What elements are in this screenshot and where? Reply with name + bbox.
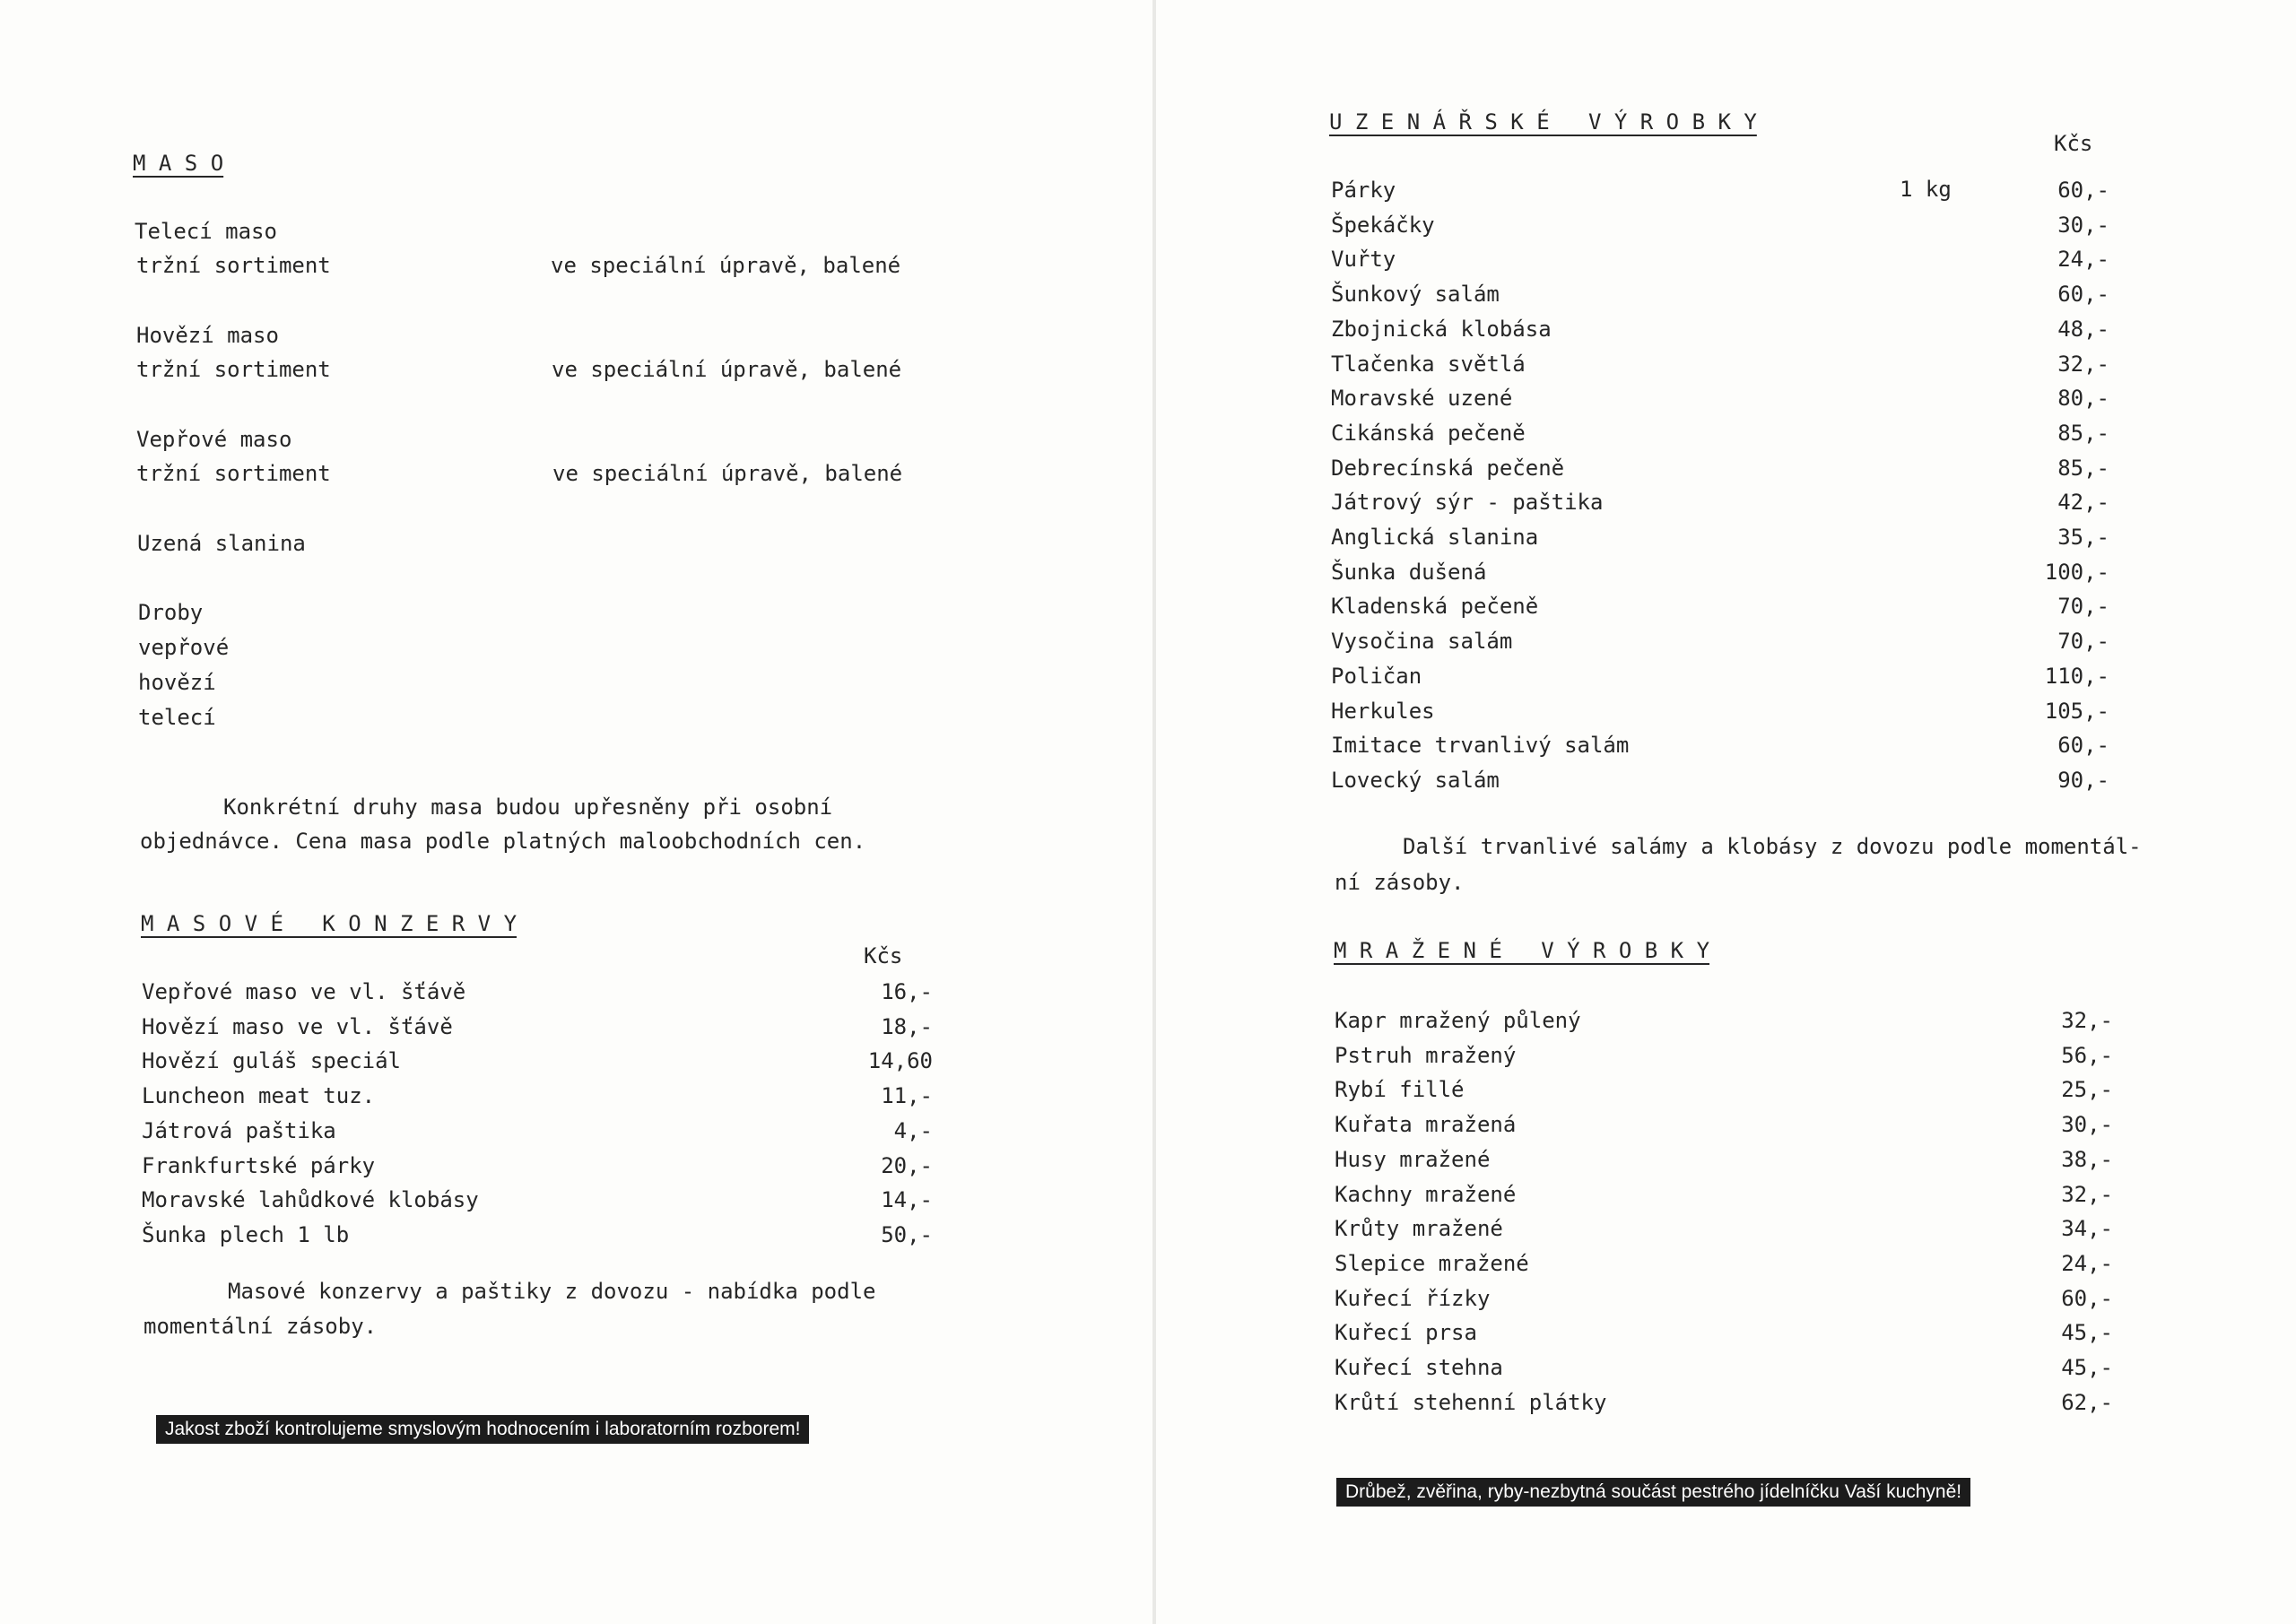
- maso-droby-line: Droby: [138, 600, 204, 625]
- mrazene-item-price: 30,-: [2061, 1112, 2113, 1137]
- maso-group-subtitle: tržní sortiment: [136, 461, 331, 486]
- uzenarske-item-price: 85,-: [2057, 456, 2109, 481]
- uzenarske-item-name: Šunka dušená: [1331, 560, 1487, 585]
- uzenarske-item-price: 42,-: [2057, 490, 2109, 515]
- uzenarske-item-price: 30,-: [2057, 213, 2109, 238]
- uzenarske-item-price: 60,-: [2057, 178, 2109, 203]
- page-fold: [1152, 0, 1156, 1624]
- uzenarske-item-name: Zbojnická klobása: [1331, 317, 1552, 342]
- uzenarske-item-price: 24,-: [2057, 247, 2109, 272]
- uzenarske-item-price: 85,-: [2057, 421, 2109, 446]
- uzenarske-item-name: Moravské uzené: [1331, 386, 1513, 411]
- uzenarske-item-name: Šunkový salám: [1331, 282, 1500, 307]
- maso-droby-line: telecí: [138, 705, 216, 730]
- mrazene-item-price: 62,-: [2061, 1390, 2113, 1415]
- maso-group-note: ve speciální úpravě, balené: [552, 461, 903, 486]
- konzervy-item-name: Vepřové maso ve vl. šťávě: [142, 979, 466, 1004]
- mrazene-item-name: Kapr mražený půlený: [1335, 1008, 1581, 1033]
- uzenarske-item-name: Anglická slanina: [1331, 525, 1539, 550]
- uzenarske-item-name: Vuřty: [1331, 247, 1396, 272]
- maso-droby-line: vepřové: [138, 635, 230, 660]
- maso-group-title: Hovězí maso: [136, 323, 279, 348]
- uzenarske-item-price: 110,-: [2044, 664, 2109, 689]
- maso-heading: M A S O: [133, 151, 224, 176]
- uzenarske-item-price: 70,-: [2057, 594, 2109, 619]
- uzenarske-item-name: Játrový sýr - paštika: [1331, 490, 1604, 515]
- mrazene-item-price: 32,-: [2061, 1182, 2113, 1207]
- maso-group-note: ve speciální úpravě, balené: [552, 357, 902, 382]
- maso-paragraph-line: objednávce. Cena masa podle platných maloobchodních cen.: [140, 829, 866, 854]
- mrazene-item-name: Husy mražené: [1335, 1147, 1491, 1172]
- mrazene-item-name: Kuřecí řízky: [1335, 1286, 1491, 1311]
- uzenarske-item-price: 48,-: [2057, 317, 2109, 342]
- poultry-banner: Drůbež, zvěřina, ryby-nezbytná součást pestrého jídelníčku Vaší kuchyně!: [1336, 1478, 1970, 1507]
- uzenarske-item-name: Cikánská pečeně: [1331, 421, 1526, 446]
- uzenarske-paragraph-line: ní zásoby.: [1335, 870, 1465, 895]
- uzenarske-item-price: 80,-: [2057, 386, 2109, 411]
- maso-slanina: Uzená slanina: [137, 531, 306, 556]
- uzenarske-item-price: 35,-: [2057, 525, 2109, 550]
- maso-droby-line: hovězí: [138, 670, 216, 695]
- konzervy-item-price: 11,-: [881, 1083, 933, 1108]
- uzenarske-item-price: 100,-: [2044, 560, 2109, 585]
- uzenarske-item-price: 60,-: [2057, 282, 2109, 307]
- mrazene-item-price: 60,-: [2061, 1286, 2113, 1311]
- konzervy-paragraph-line: Masové konzervy a paštiky z dovozu - nabídka podle: [228, 1279, 876, 1304]
- maso-group-note: ve speciální úpravě, balené: [551, 253, 901, 278]
- konzervy-currency: Kčs: [864, 943, 903, 968]
- maso-group-subtitle: tržní sortiment: [136, 253, 331, 278]
- mrazene-item-price: 45,-: [2061, 1355, 2113, 1380]
- mrazene-item-price: 24,-: [2061, 1251, 2113, 1276]
- mrazene-item-name: Krůtí stehenní plátky: [1335, 1390, 1607, 1415]
- right-page: [1156, 0, 2296, 1624]
- konzervy-item-name: Moravské lahůdkové klobásy: [142, 1187, 479, 1212]
- mrazene-item-name: Kuřecí prsa: [1335, 1320, 1477, 1345]
- uzenarske-item-name: Vysočina salám: [1331, 629, 1513, 654]
- konzervy-item-name: Frankfurtské párky: [142, 1153, 376, 1178]
- mrazene-item-name: Kachny mražené: [1335, 1182, 1517, 1207]
- konzervy-item-price: 18,-: [881, 1014, 933, 1039]
- uzenarske-item-name: Debrecínská pečeně: [1331, 456, 1565, 481]
- quality-banner: Jakost zboží kontrolujeme smyslovým hodnocením i laboratorním rozborem!: [156, 1415, 809, 1444]
- maso-group-title: Telecí maso: [135, 219, 277, 244]
- uzenarske-item-name: Poličan: [1331, 664, 1422, 689]
- uzenarske-item-price: 60,-: [2057, 733, 2109, 758]
- konzervy-paragraph-line: momentální zásoby.: [144, 1314, 378, 1339]
- mrazene-item-price: 45,-: [2061, 1320, 2113, 1345]
- mrazene-item-name: Krůty mražené: [1335, 1216, 1503, 1241]
- uzenarske-item-name: Párky: [1331, 178, 1396, 203]
- uzenarske-item-price: 32,-: [2057, 352, 2109, 377]
- uzenarske-item-name: Kladenská pečeně: [1331, 594, 1539, 619]
- uzenarske-heading: U Z E N Á Ř S K É V Ý R O B K Y: [1329, 109, 1757, 135]
- konzervy-item-name: Játrová paštika: [142, 1118, 336, 1143]
- uzenarske-paragraph-line: Další trvanlivé salámy a klobásy z dovozu podle momentál-: [1403, 834, 2142, 859]
- maso-group-title: Vepřové maso: [136, 427, 292, 452]
- mrazene-item-name: Slepice mražené: [1335, 1251, 1529, 1276]
- konzervy-item-name: Hovězí guláš speciál: [142, 1048, 401, 1073]
- konzervy-heading: M A S O V É K O N Z E R V Y: [141, 911, 517, 936]
- mrazene-heading: M R A Ž E N É V Ý R O B K Y: [1334, 938, 1710, 963]
- mrazene-item-price: 25,-: [2061, 1077, 2113, 1102]
- mrazene-item-name: Rybí fillé: [1335, 1077, 1465, 1102]
- konzervy-item-price: 20,-: [881, 1153, 933, 1178]
- uzenarske-item-price: 105,-: [2044, 699, 2109, 724]
- konzervy-item-name: Šunka plech 1 lb: [142, 1222, 350, 1247]
- mrazene-item-name: Pstruh mražený: [1335, 1043, 1517, 1068]
- konzervy-item-price: 14,60: [867, 1048, 933, 1073]
- mrazene-item-price: 34,-: [2061, 1216, 2113, 1241]
- mrazene-item-price: 38,-: [2061, 1147, 2113, 1172]
- uzenarske-item-price: 90,-: [2057, 768, 2109, 793]
- mrazene-item-name: Kuřecí stehna: [1335, 1355, 1503, 1380]
- uzenarske-item-name: Tlačenka světlá: [1331, 352, 1526, 377]
- maso-group-subtitle: tržní sortiment: [136, 357, 331, 382]
- konzervy-item-name: Luncheon meat tuz.: [142, 1083, 376, 1108]
- mrazene-item-price: 56,-: [2061, 1043, 2113, 1068]
- uzenarske-item-price: 70,-: [2057, 629, 2109, 654]
- mrazene-item-price: 32,-: [2061, 1008, 2113, 1033]
- uzenarske-currency: Kčs: [2054, 131, 2093, 156]
- konzervy-item-name: Hovězí maso ve vl. šťávě: [142, 1014, 453, 1039]
- maso-paragraph-line: Konkrétní druhy masa budou upřesněny při osobní: [223, 795, 833, 820]
- uzenarske-item-name: Lovecký salám: [1331, 768, 1500, 793]
- konzervy-item-price: 4,-: [893, 1118, 933, 1143]
- konzervy-item-price: 16,-: [881, 979, 933, 1004]
- mrazene-item-name: Kuřata mražená: [1335, 1112, 1517, 1137]
- konzervy-item-price: 14,-: [881, 1187, 933, 1212]
- uzenarske-item-name: Imitace trvanlivý salám: [1331, 733, 1630, 758]
- uzenarske-item-name: Herkules: [1331, 699, 1435, 724]
- konzervy-item-price: 50,-: [881, 1222, 933, 1247]
- uzenarske-item-name: Špekáčky: [1331, 213, 1435, 238]
- uzenarske-unit: 1 kg: [1900, 177, 1952, 202]
